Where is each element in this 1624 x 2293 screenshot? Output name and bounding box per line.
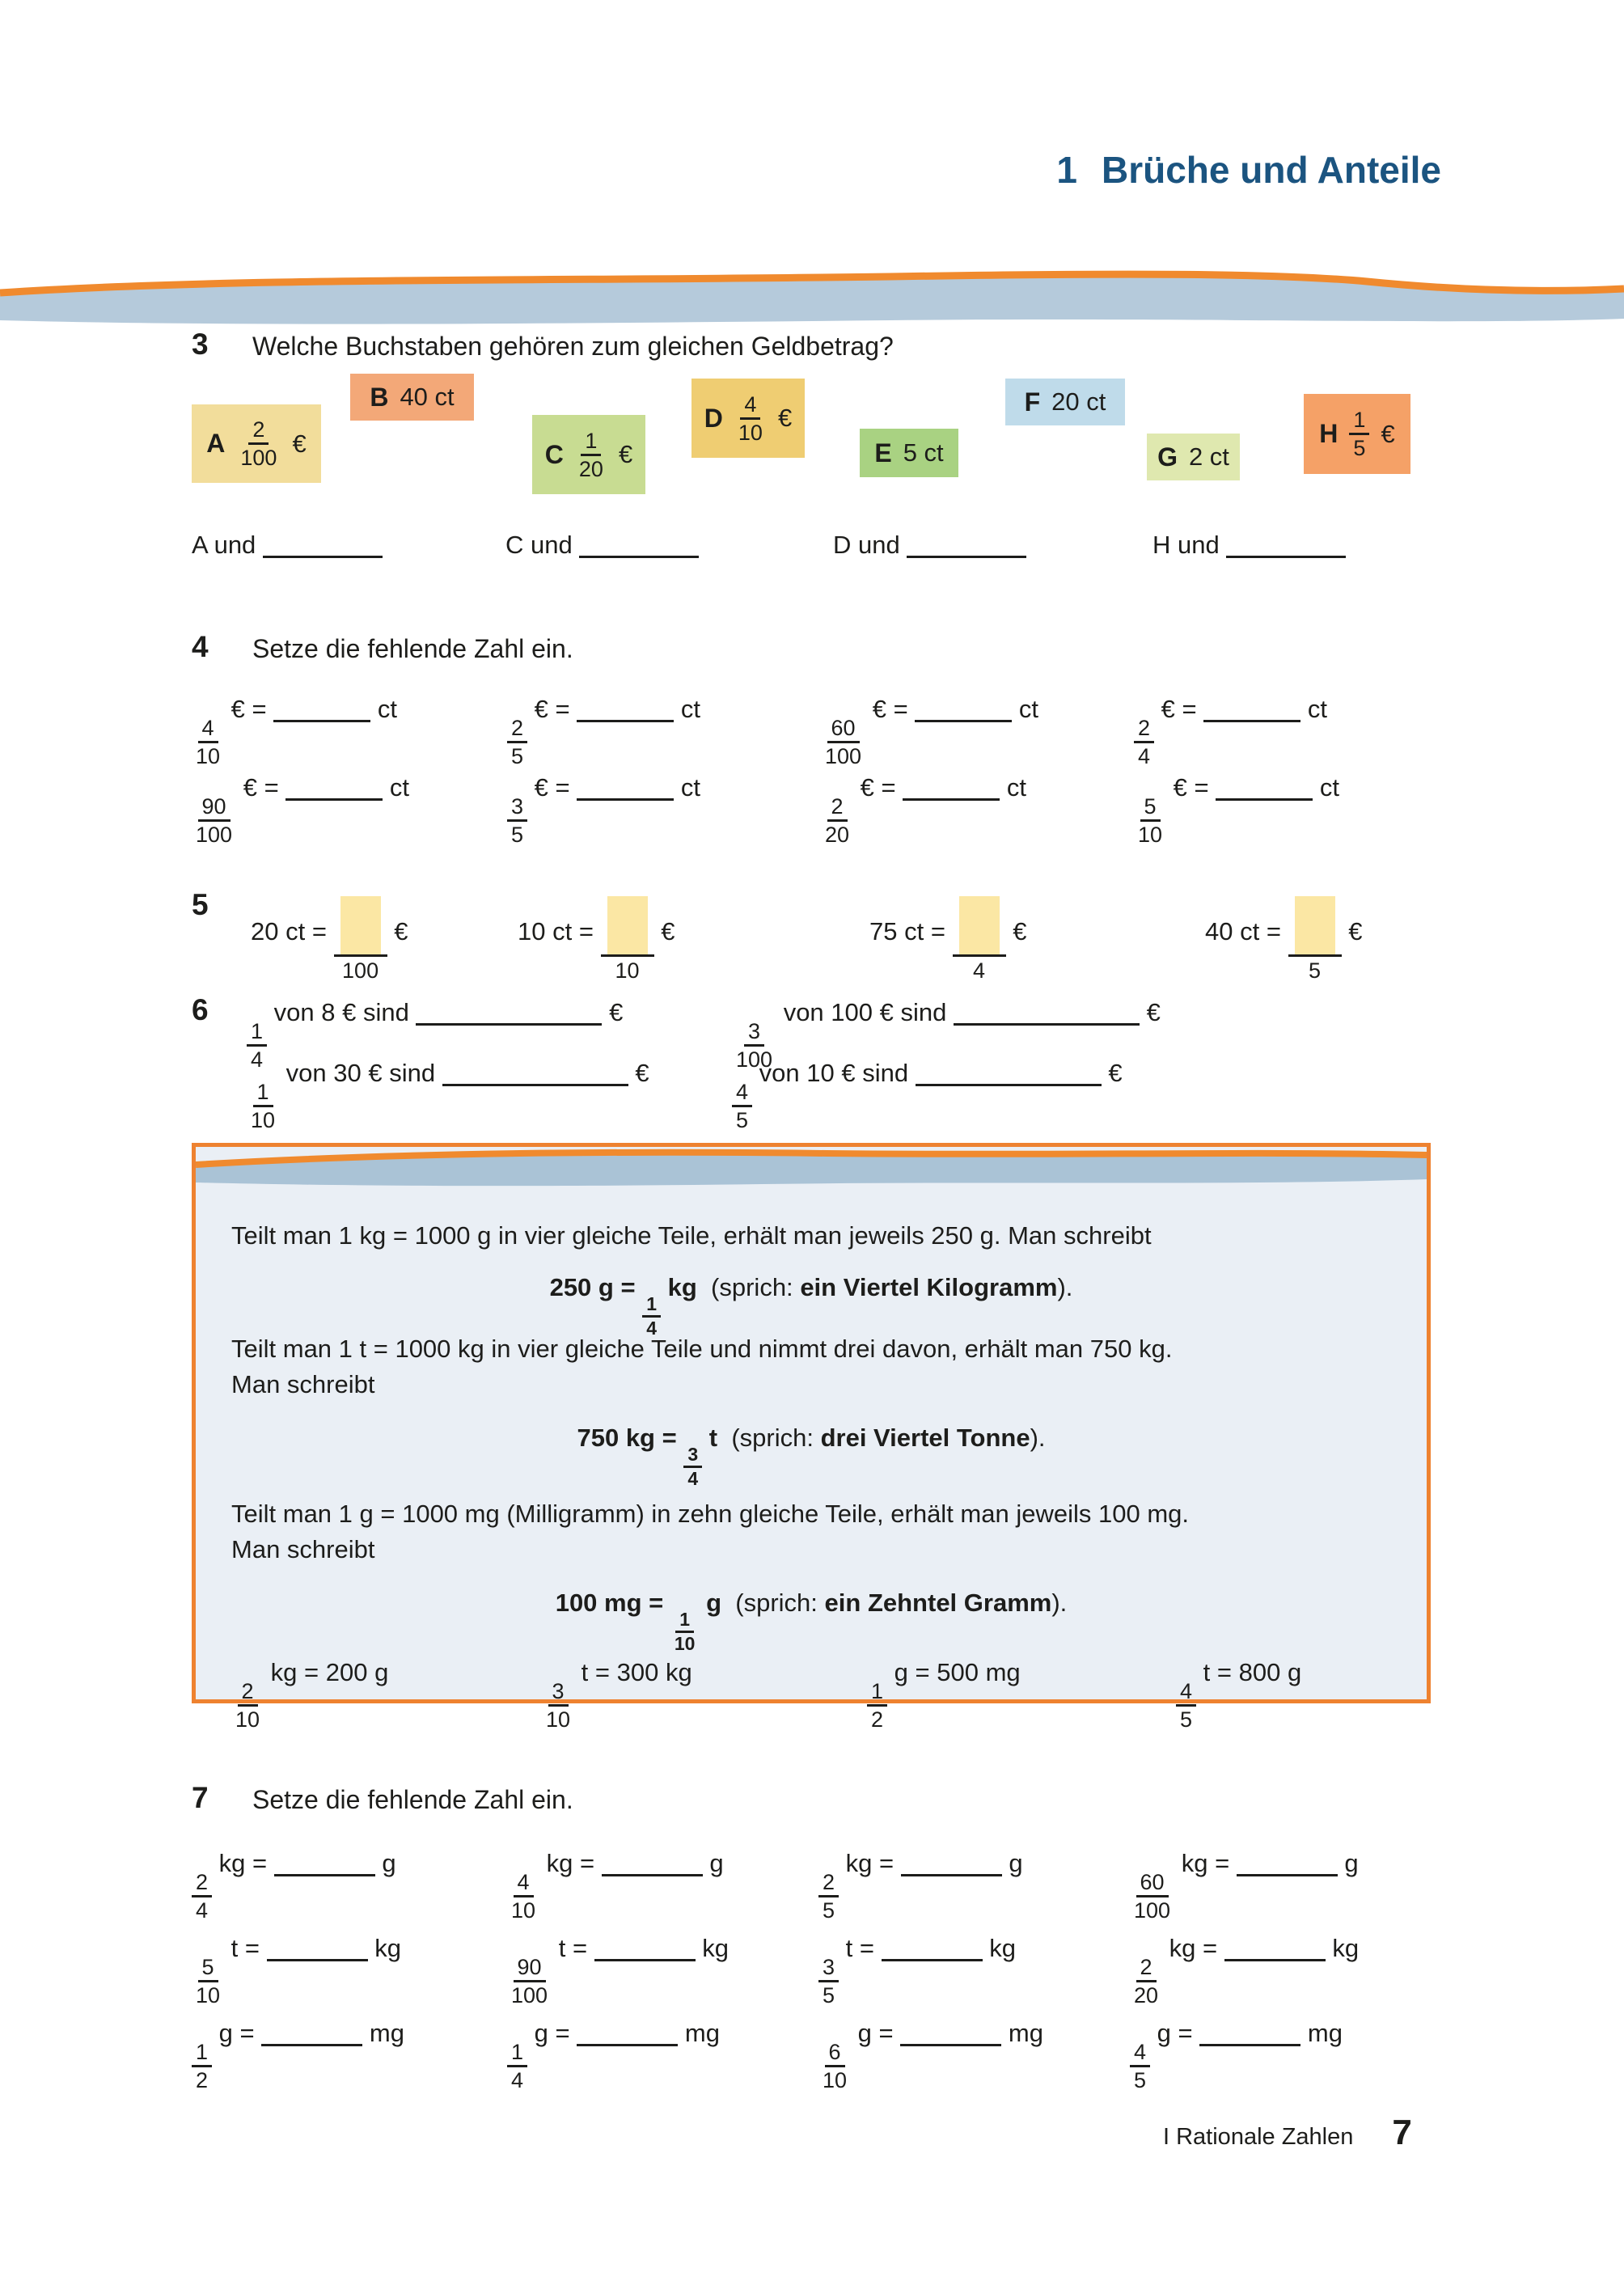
- info-example-1: $\frac{2}{10}$ kg = 200 g: [231, 1655, 388, 1732]
- ex7-number: 7: [192, 1781, 209, 1814]
- fraction: $\frac{3}{5}$: [818, 1954, 839, 2008]
- fill-in-blank: [285, 772, 383, 801]
- fill-in-blank: [1203, 693, 1300, 722]
- fraction: $\frac{60}{100}$: [825, 716, 862, 768]
- ex7-item-3: $\frac{2}{5}$ kg = g: [818, 1846, 1023, 1923]
- money-card-d: [691, 379, 805, 458]
- ex7-item-10: $\frac{1}{4}$ g = mg: [507, 2016, 720, 2093]
- ex7-item-11: $\frac{6}{10}$ g = mg: [818, 2016, 1043, 2093]
- fraction: $\frac{4}{10}$: [196, 716, 221, 768]
- ex4-item-3: $\frac{60}{100}$ € = ct: [821, 692, 1038, 769]
- ex5-number: 5: [192, 888, 209, 921]
- ex3-answer-a: A und: [192, 527, 383, 563]
- card-a-unit: €: [292, 429, 307, 458]
- fill-in-blank: [267, 1932, 368, 1961]
- fraction: $\frac{4}{5}$: [1130, 2039, 1150, 2093]
- fill-in-blank: [577, 693, 674, 722]
- fill-in-blank: [577, 2017, 678, 2046]
- ex7-item-12: $\frac{4}{5}$ g = mg: [1130, 2016, 1343, 2093]
- money-card-c: [532, 415, 645, 494]
- card-e-value: 5 ct: [903, 438, 944, 467]
- card-letter-h: H: [1319, 419, 1339, 448]
- card-letter-e: E: [874, 438, 892, 467]
- info-formula-2: 750 kg = $\frac{3}{4}$ t (sprich: drei Viertel Tonne).: [577, 1424, 1046, 1489]
- fill-in-blank: [1226, 529, 1346, 558]
- fill-in-blank: [1199, 2017, 1300, 2046]
- ex7-item-6: $\frac{90}{100}$ t = kg: [507, 1931, 729, 2008]
- money-card-e: [860, 429, 958, 477]
- ex6-number: 6: [192, 993, 209, 1026]
- ex7-item-2: $\frac{4}{10}$ kg = g: [507, 1846, 724, 1923]
- info-formula-3: 100 mg = $\frac{1}{10}$ g (sprich: ein Zehntel Gramm).: [555, 1589, 1068, 1654]
- page-footer: [1163, 2113, 1412, 2153]
- money-card-h: [1304, 394, 1410, 474]
- ex4-item-4: $\frac{2}{4}$ € = ct: [1134, 692, 1327, 769]
- ex6-item-3: $\frac{1}{10}$ von 30 € sind €: [247, 1056, 649, 1133]
- card-d-unit: €: [777, 404, 793, 432]
- money-card-b: [350, 374, 474, 421]
- ex3-prompt: Welche Buchstaben gehören zum gleichen Geldbetrag?: [252, 332, 894, 361]
- answer-box-fraction: 4: [953, 896, 1006, 984]
- info-example-2: $\frac{3}{10}$ t = 300 kg: [542, 1655, 692, 1732]
- info-example-3: $\frac{1}{2}$ g = 500 mg: [867, 1655, 1021, 1732]
- info-formula-1: 250 g = $\frac{1}{4}$ kg (sprich: ein Viertel Kilogramm).: [549, 1273, 1073, 1339]
- ex6-item-4: $\frac{4}{5}$ von 10 € sind €: [732, 1056, 1123, 1133]
- info-paragraph-2: Teilt man 1 t = 1000 kg in vier gleiche Teile und nimmt drei davon, erhält man 750 kg.: [231, 1335, 1173, 1363]
- fill-in-blank: [273, 693, 370, 722]
- chapter-number: 1: [1056, 149, 1077, 191]
- ex3-answer-h: H und: [1152, 527, 1346, 563]
- ex7-item-1: $\frac{2}{4}$ kg = g: [192, 1846, 396, 1923]
- fill-in-blank: [416, 996, 602, 1026]
- fraction: $\frac{1}{10}$: [674, 1609, 696, 1654]
- ex4-prompt: Setze die fehlende Zahl ein.: [252, 634, 573, 663]
- fraction: $\frac{3}{10}$: [546, 1679, 571, 1732]
- chapter-title-text: Brüche und Anteile: [1102, 149, 1441, 191]
- money-card-g: [1147, 434, 1240, 480]
- info-paragraph-1: Teilt man 1 kg = 1000 g in vier gleiche Teile, erhält man jeweils 250 g. Man schreibt: [231, 1221, 1152, 1250]
- card-g-value: 2 ct: [1188, 442, 1229, 471]
- fill-in-blank: [263, 529, 383, 558]
- card-b-value: 40 ct: [400, 383, 455, 411]
- fraction: $\frac{1}{4}$: [247, 1018, 267, 1072]
- answer-box: [340, 896, 381, 954]
- fill-in-blank: [579, 529, 699, 558]
- card-a-fraction: $\frac{2}{100}$: [240, 417, 277, 470]
- money-card-a: [192, 404, 321, 483]
- fraction: $\frac{1}{4}$: [642, 1293, 661, 1339]
- card-h-fraction: $\frac{1}{5}$: [1349, 407, 1369, 461]
- fill-in-blank: [1237, 1847, 1338, 1876]
- card-letter-a: A: [206, 429, 226, 458]
- fraction: $\frac{2}{5}$: [507, 715, 527, 769]
- ex6-item-2: $\frac{3}{100}$ von 100 € sind €: [732, 995, 1161, 1072]
- fraction: $\frac{3}{5}$: [507, 793, 527, 848]
- fraction: $\frac{1}{2}$: [867, 1678, 887, 1732]
- info-paragraph-3: Teilt man 1 g = 1000 mg (Milligramm) in zehn gleiche Teile, erhält man jeweils 100 mg.: [231, 1500, 1189, 1528]
- card-letter-f: F: [1024, 387, 1041, 417]
- chapter-title: [1056, 148, 1441, 192]
- ex4-item-1: $\frac{4}{10}$ € = ct: [192, 692, 397, 769]
- fraction: $\frac{3}{4}$: [683, 1444, 702, 1490]
- fill-in-blank: [274, 1847, 375, 1876]
- info-example-4: $\frac{4}{5}$ t = 800 g: [1176, 1655, 1301, 1732]
- ex7-item-7: $\frac{3}{5}$ t = kg: [818, 1931, 1016, 2008]
- fraction: $\frac{4}{10}$: [511, 1870, 536, 1923]
- fraction: $\frac{2}{4}$: [192, 1869, 212, 1923]
- card-letter-b: B: [370, 382, 389, 412]
- fill-in-blank: [915, 693, 1012, 722]
- fill-in-blank: [1216, 772, 1313, 801]
- ex7-item-4: $\frac{60}{100}$ kg = g: [1130, 1846, 1359, 1923]
- answer-box-fraction: 5: [1288, 896, 1342, 984]
- fraction: $\frac{1}{10}$: [251, 1080, 276, 1132]
- fraction: $\frac{5}{10}$: [1138, 794, 1163, 847]
- ex4-item-8: $\frac{5}{10}$ € = ct: [1134, 770, 1339, 848]
- fill-in-blank: [594, 1932, 696, 1961]
- fill-in-blank: [903, 772, 1000, 801]
- fraction: $\frac{1}{2}$: [192, 2039, 212, 2093]
- fill-in-blank: [577, 772, 674, 801]
- fill-in-blank: [602, 1847, 703, 1876]
- fill-in-blank: [901, 1847, 1002, 1876]
- ex4-item-5: $\frac{90}{100}$ € = ct: [192, 770, 409, 848]
- fill-in-blank: [882, 1932, 983, 1961]
- fill-in-blank: [907, 529, 1026, 558]
- info-paragraph-2b: Man schreibt: [231, 1370, 375, 1398]
- card-h-unit: €: [1381, 419, 1395, 448]
- answer-box: [959, 896, 1000, 954]
- ex3-number: 3: [192, 328, 209, 361]
- ex3-answer-d: D und: [833, 527, 1026, 563]
- fraction: $\frac{4}{5}$: [732, 1079, 752, 1133]
- fill-in-blank: [261, 2017, 362, 2046]
- ex5-item-2: 10 ct = 10 €: [518, 896, 675, 984]
- answer-box-fraction: 100: [334, 896, 387, 984]
- info-box-wave-band: [196, 1145, 1427, 1195]
- fraction: $\frac{2}{4}$: [1134, 715, 1154, 769]
- fill-in-blank: [442, 1057, 628, 1086]
- card-c-fraction: $\frac{1}{20}$: [578, 428, 603, 481]
- ex7-item-8: $\frac{2}{20}$ kg = kg: [1130, 1931, 1359, 2008]
- page-number: 7: [1392, 2113, 1412, 2152]
- top-wave-band: [0, 260, 1624, 325]
- fraction: $\frac{1}{4}$: [507, 2039, 527, 2093]
- answer-box: [1295, 896, 1335, 954]
- fraction: $\frac{3}{100}$: [736, 1019, 773, 1072]
- ex3-answer-c: C und: [505, 527, 699, 563]
- fraction: $\frac{60}{100}$: [1134, 1870, 1171, 1923]
- fraction: $\frac{90}{100}$: [511, 1955, 548, 2007]
- ex4-item-2: $\frac{2}{5}$ € = ct: [507, 692, 700, 769]
- fraction: $\frac{2}{20}$: [1134, 1955, 1159, 2007]
- ex4-item-7: $\frac{2}{20}$ € = ct: [821, 770, 1026, 848]
- answer-box: [607, 896, 648, 954]
- fraction: $\frac{4}{5}$: [1176, 1678, 1196, 1732]
- ex5-item-3: 75 ct = 4 €: [869, 896, 1026, 984]
- fill-in-blank: [1224, 1932, 1326, 1961]
- card-letter-g: G: [1157, 442, 1178, 472]
- ex7-item-5: $\frac{5}{10}$ t = kg: [192, 1931, 401, 2008]
- ex7-item-9: $\frac{1}{2}$ g = mg: [192, 2016, 404, 2093]
- fill-in-blank: [900, 2017, 1001, 2046]
- ex4-number: 4: [192, 630, 209, 663]
- footer-section-label: I Rationale Zahlen: [1163, 2124, 1354, 2150]
- answer-box-fraction: 10: [601, 896, 654, 984]
- fill-in-blank: [954, 996, 1140, 1026]
- fraction: $\frac{2}{20}$: [825, 794, 850, 847]
- fraction: $\frac{5}{10}$: [196, 1955, 221, 2007]
- fraction: $\frac{6}{10}$: [823, 2040, 848, 2092]
- money-card-f: [1005, 379, 1125, 425]
- info-paragraph-3b: Man schreibt: [231, 1535, 375, 1563]
- fraction: $\frac{2}{5}$: [818, 1869, 839, 1923]
- card-f-value: 20 ct: [1051, 387, 1106, 416]
- fraction: $\frac{2}{10}$: [235, 1679, 260, 1732]
- fill-in-blank: [916, 1057, 1102, 1086]
- ex5-item-4: 40 ct = 5 €: [1205, 896, 1362, 984]
- ex7-prompt: Setze die fehlende Zahl ein.: [252, 1785, 573, 1814]
- info-box: [192, 1143, 1431, 1732]
- card-letter-d: D: [704, 403, 723, 433]
- card-c-unit: €: [618, 440, 633, 468]
- ex5-item-1: 20 ct = 100 €: [251, 896, 408, 984]
- ex4-item-6: $\frac{3}{5}$ € = ct: [507, 770, 700, 848]
- card-d-fraction: $\frac{4}{10}$: [738, 391, 763, 445]
- card-letter-c: C: [544, 439, 564, 469]
- ex6-item-1: $\frac{1}{4}$ von 8 € sind €: [247, 995, 623, 1072]
- fraction: $\frac{90}{100}$: [196, 794, 233, 847]
